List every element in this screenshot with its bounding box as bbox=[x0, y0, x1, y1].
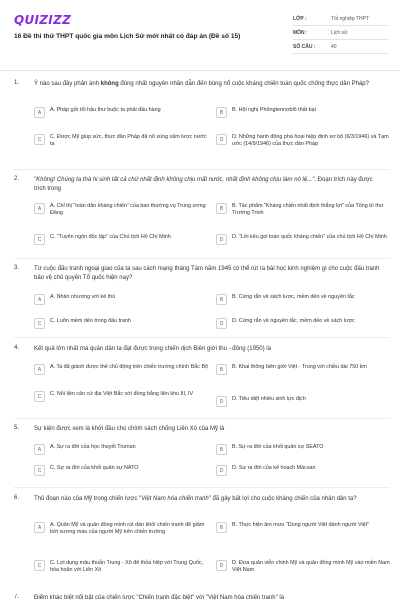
question-number: 4. bbox=[14, 345, 20, 351]
question-text: Từ cuộc đấu tranh ngoại giao của ta sau cách mạng tháng Tám năm 1945 có thể rút ra bài học kinh nghiệm gì cho cuộc đấu tranh bảo vệ chủ quyền Tổ quốc hiện nay? bbox=[34, 266, 380, 281]
option-letter-box: A bbox=[34, 294, 45, 305]
question-text: Ý nào sau đây phản ánh không đúng nhất nguyên nhân dẫn đến bùng nổ cuộc kháng chiến toàn quốc chống thực dân Pháp? bbox=[34, 81, 369, 87]
option-letter-box: A bbox=[34, 107, 45, 118]
question-4 bbox=[14, 345, 390, 415]
option-text: B. Sự ra đời của khối quân sự SEATO bbox=[232, 444, 324, 450]
question-divider bbox=[14, 258, 390, 259]
option-b[interactable] bbox=[216, 364, 394, 375]
option-text: D. Tiêu diệt nhiều sinh lực địch bbox=[232, 396, 306, 402]
question-text: Sự kiện được xem là khởi đầu cho chính sách chống Liên Xô của Mỹ là bbox=[34, 426, 225, 432]
worksheet-header bbox=[0, 0, 400, 62]
option-text: B. Thực hiện âm mưu "Dùng người Việt đánh người Việt" bbox=[232, 522, 370, 528]
option-a[interactable] bbox=[34, 364, 212, 375]
option-text: A. Pháp gửi tối hậu thư buộc ta phải đầu hàng bbox=[50, 107, 161, 113]
option-d[interactable] bbox=[216, 560, 394, 574]
question-number: 3. bbox=[14, 265, 20, 271]
option-letter-box: B bbox=[216, 107, 227, 118]
option-letter-box: A bbox=[34, 444, 45, 455]
option-a[interactable] bbox=[34, 107, 212, 118]
question-1 bbox=[14, 80, 390, 172]
emphasis-word: không bbox=[100, 81, 119, 87]
question-divider bbox=[14, 487, 390, 488]
document-title: 16 Đề thi thử THPT quốc gia môn Lịch Sử mới nhất có đáp án (Đề số 15) bbox=[14, 33, 241, 40]
option-c[interactable] bbox=[34, 560, 212, 574]
option-c[interactable] bbox=[34, 318, 212, 329]
meta-row-class bbox=[293, 12, 389, 26]
meta-row-subject bbox=[293, 26, 389, 40]
question-number: 2. bbox=[14, 176, 20, 182]
option-letter-box: D bbox=[216, 318, 227, 329]
meta-label: LỚP : bbox=[293, 15, 307, 22]
meta-value: 40 bbox=[331, 43, 337, 50]
option-text: C. Sự ra đời của khối quân sự NATO bbox=[50, 465, 139, 471]
option-b[interactable] bbox=[216, 294, 394, 305]
option-letter-box: A bbox=[34, 522, 45, 533]
meta-value: Lịch sử bbox=[331, 29, 348, 36]
option-c[interactable] bbox=[34, 134, 212, 148]
question-6 bbox=[14, 495, 390, 587]
question-text: Điểm khác biệt nổi bật của chiến lược "Chiến tranh đặc biệt" với "Việt Nam hóa chiến tranh" là bbox=[34, 595, 285, 600]
question-text: "Không! Chúng ta thà hi sinh tất cả chứ nhất định không chịu mất nước, nhất định không chịu làm nô lệ...". Đoạn trích này được trích trong bbox=[34, 177, 373, 192]
meta-label: MÔN : bbox=[293, 29, 308, 36]
question-7 bbox=[14, 594, 390, 600]
option-letter-box: B bbox=[216, 444, 227, 455]
option-letter-box: D bbox=[216, 234, 227, 245]
option-letter-box: C bbox=[34, 391, 45, 402]
option-letter-box: B bbox=[216, 364, 227, 375]
question-5 bbox=[14, 425, 390, 485]
option-letter-box: B bbox=[216, 522, 227, 533]
question-3 bbox=[14, 265, 390, 335]
option-text: A. Nhân nhượng với kẻ thù bbox=[50, 294, 116, 300]
option-d[interactable] bbox=[216, 465, 394, 476]
option-text: C. Luôn mềm dẻo trong đấu tranh bbox=[50, 318, 131, 324]
option-letter-box: A bbox=[34, 364, 45, 375]
option-text: D. Những hành động phá hoại hiệp định sơ bộ (6/3/1946) và Tạm ước (14/9/1946) của thực dân Pháp bbox=[232, 134, 389, 148]
option-text: D. Cứng rắn về nguyên tắc, mềm dẻo về sách lược bbox=[232, 318, 355, 324]
option-a[interactable] bbox=[34, 522, 212, 536]
question-2 bbox=[14, 176, 390, 254]
option-c[interactable] bbox=[34, 465, 212, 476]
question-number: 5. bbox=[14, 425, 20, 431]
option-b[interactable] bbox=[216, 444, 394, 455]
option-d[interactable] bbox=[216, 134, 394, 148]
question-number: 6. bbox=[14, 495, 20, 501]
meta-value: Tốt nghiệp THPT bbox=[331, 15, 369, 22]
option-text: A. Chỉ thị "toàn dân kháng chiến" của ban thường vụ Trung ương Đảng bbox=[50, 203, 206, 217]
option-a[interactable] bbox=[34, 203, 212, 217]
quote-text: "Không! Chúng ta thà hi sinh tất cả chứ nhất định không chịu mất nước, nhất định không chịu làm nô lệ..." bbox=[34, 177, 315, 183]
option-d[interactable] bbox=[216, 396, 394, 407]
quizizz-logo: QUIZIZZ bbox=[14, 13, 72, 27]
option-text: D. Đưa quân viễn chinh Mỹ và quân đồng minh Mỹ vào miền Nam Việt Nam bbox=[232, 560, 390, 574]
option-text: C. Được Mỹ giúp sức, thực dân Pháp đã nổ súng xâm lược nước ta bbox=[50, 134, 207, 148]
option-text: B. Hội nghị Phôngtennơblô thất bại bbox=[232, 107, 316, 113]
option-text: A. Sự ra đời của học thuyết Truman bbox=[50, 444, 136, 450]
option-a[interactable] bbox=[34, 294, 212, 305]
option-text: C. Nối liền căn cứ địa Việt Bắc với đồng bằng liên khu III, IV bbox=[50, 391, 194, 397]
option-letter-box: B bbox=[216, 294, 227, 305]
question-number: 1. bbox=[14, 80, 20, 86]
option-d[interactable] bbox=[216, 318, 394, 329]
option-text: B. Khai thông biên giới Việt - Trung với chiều dài 750 km bbox=[232, 364, 367, 370]
meta-row-count bbox=[293, 40, 389, 54]
option-b[interactable] bbox=[216, 203, 394, 217]
option-text: D. Sự ra đời của kế hoạch Mácsan bbox=[232, 465, 316, 471]
option-letter-box: D bbox=[216, 134, 227, 145]
question-text: Kết quả lớn nhất mà quân dân ta đạt được trong chiến dịch Biên giới thu - đông (1950) là bbox=[34, 346, 271, 352]
option-text: A. Ta đã giành được thế chủ động trên chiến trường chính Bắc Bộ bbox=[50, 364, 209, 370]
italic-term: Việt Nam hóa chiến tranh bbox=[141, 496, 209, 502]
option-text: C. "Tuyên ngôn độc lập" của Chủ tịch Hồ Chí Minh bbox=[50, 234, 171, 240]
question-divider bbox=[14, 337, 390, 338]
option-text: B. Tác phẩm "Kháng chiến nhất định thắng lợi" của Tổng bí thư Trường Trinh bbox=[232, 203, 384, 217]
option-b[interactable] bbox=[216, 107, 394, 118]
option-text: B. Cứng rắn về sách lược, mềm dẻo về nguyên tắc bbox=[232, 294, 355, 300]
option-b[interactable] bbox=[216, 522, 394, 533]
question-text: Thủ đoạn nào của Mỹ trong chiến lược "Việt Nam hóa chiến tranh" đã gây bất lợi cho cuộc kháng chiến của nhân dân ta? bbox=[34, 496, 357, 502]
option-letter-box: D bbox=[216, 560, 227, 571]
question-divider bbox=[14, 169, 390, 170]
option-d[interactable] bbox=[216, 234, 394, 245]
option-text: D. "Lời kêu gọi toàn quốc kháng chiến" của chủ tịch Hồ Chí Minh bbox=[232, 234, 387, 240]
option-letter-box: A bbox=[34, 203, 45, 214]
option-c[interactable] bbox=[34, 234, 212, 245]
meta-table bbox=[293, 12, 389, 54]
option-letter-box: C bbox=[34, 234, 45, 245]
option-letter-box: B bbox=[216, 203, 227, 214]
header-divider bbox=[0, 70, 400, 71]
option-text: C. Lợi dụng mâu thuẫn Trung - Xô để thỏa hiệp với Trung Quốc, hòa hoãn với Liên Xô bbox=[50, 560, 204, 574]
option-text: A. Quân Mỹ và quân đồng minh rút dần khỏi chiến tranh để giảm bớt xương máu của người Mỹ trên chiến trường bbox=[50, 522, 205, 536]
option-letter-box: C bbox=[34, 134, 45, 145]
option-letter-box: C bbox=[34, 318, 45, 329]
question-divider bbox=[14, 418, 390, 419]
question-number: 7. bbox=[14, 594, 20, 600]
option-letter-box: D bbox=[216, 396, 227, 407]
option-letter-box: C bbox=[34, 465, 45, 476]
option-c[interactable] bbox=[34, 391, 212, 402]
meta-label: SỐ CÂU : bbox=[293, 43, 316, 50]
option-letter-box: C bbox=[34, 560, 45, 571]
option-a[interactable] bbox=[34, 444, 212, 455]
option-letter-box: D bbox=[216, 465, 227, 476]
